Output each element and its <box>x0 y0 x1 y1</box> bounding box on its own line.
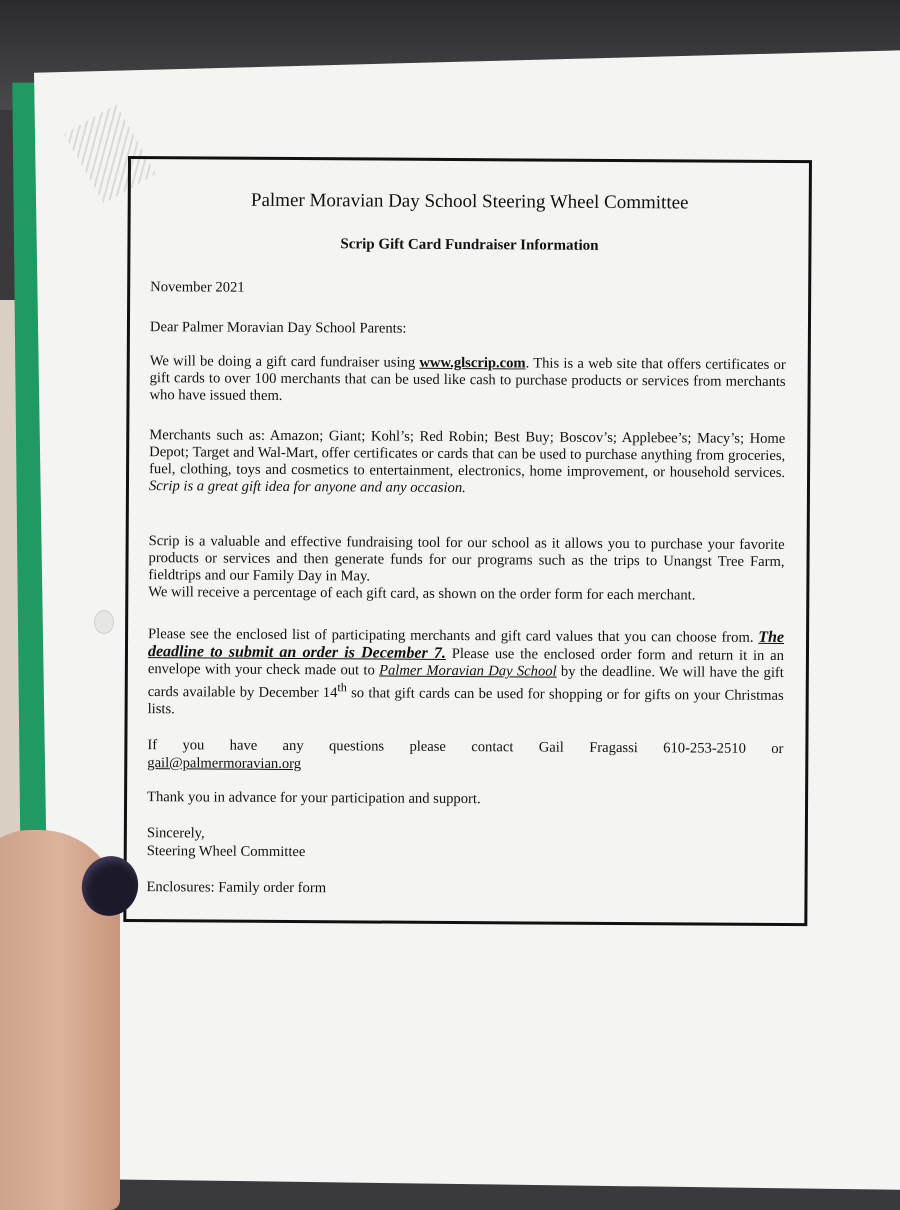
paragraph-fundraising <box>148 533 784 605</box>
merchants-text: Merchants such as: Amazon; Giant; Kohl’s; Red Robin; Best Buy; Boscov’s; Applebee’s; Macy’s; Home Depot; Target and Wal-Mart, offer certificates or cards that can be used to purchase anything from groceries, fuel, clothing, toys and cosmetics to entertainment, electronics, home improvement, or household services. <box>149 427 786 482</box>
ordinal-suffix: th <box>337 680 347 695</box>
letter-date: November 2021 <box>150 279 245 296</box>
contact-email-line <box>147 755 783 776</box>
letter-border <box>123 156 812 926</box>
order-instructions-text: Please use the enclosed order form and return it in an envelope with your check made out to <box>147 645 785 679</box>
letter-greeting: Dear Palmer Moravian Day School Parents: <box>149 319 407 337</box>
punch-hole <box>94 610 114 634</box>
paragraph-deadline <box>148 625 785 722</box>
closing-line: Sincerely, <box>146 825 205 842</box>
letter-subtitle: Scrip Gift Card Fundraiser Information <box>340 236 599 254</box>
paragraph-merchants <box>149 427 785 499</box>
signature-line: Steering Wheel Committee <box>146 843 306 861</box>
deadline-text: The deadline to submit an order is December 7. <box>147 628 785 662</box>
thank-you-line: Thank you in advance for your participation and support. <box>147 789 481 808</box>
scrip-website-link[interactable]: www.glscrip.com <box>419 354 526 372</box>
percentage-text: We will receive a percentage of each gift card, as shown on the order form for each merchant. <box>148 584 696 604</box>
availability-text-cont: so that gift cards can be used for shopping or for gifts on your Christmas lists. <box>147 685 784 718</box>
deadline-intro-text: Please see the enclosed list of participating merchants and gift card values that you can choose from. <box>148 626 759 646</box>
contact-line: If you have any questions please contact Gail Fragassi 610-253-2510 or <box>147 737 784 758</box>
enclosures-line: Enclosures: Family order form <box>146 879 327 897</box>
availability-text: by the deadline. We will have the gift cards available by December 14 <box>147 663 784 702</box>
paragraph-intro <box>149 353 785 408</box>
gift-idea-text: Scrip is a great gift idea for anyone and any occasion. <box>148 478 466 497</box>
payee-name: Palmer Moravian Day School <box>379 662 557 680</box>
letter-title: Palmer Moravian Day School Steering Wheel Committee <box>250 189 689 214</box>
intro-text: We will be doing a gift card fundraiser using <box>149 353 420 371</box>
intro-text-cont: . This is a web site that offers certificates or gift cards to over 100 merchants that can be used like cash to purchase products or services from merchants who have issued them. <box>149 355 786 404</box>
fundraising-text: Scrip is a valuable and effective fundraising tool for our school as it allows you to purchase your favorite products or services and then generate funds for our programs such as the trips to Unangst Tree Farm, fieldtrips and our Family Day in May. <box>148 533 785 585</box>
contact-email-link[interactable]: gail@palmermoravian.org <box>147 755 302 773</box>
